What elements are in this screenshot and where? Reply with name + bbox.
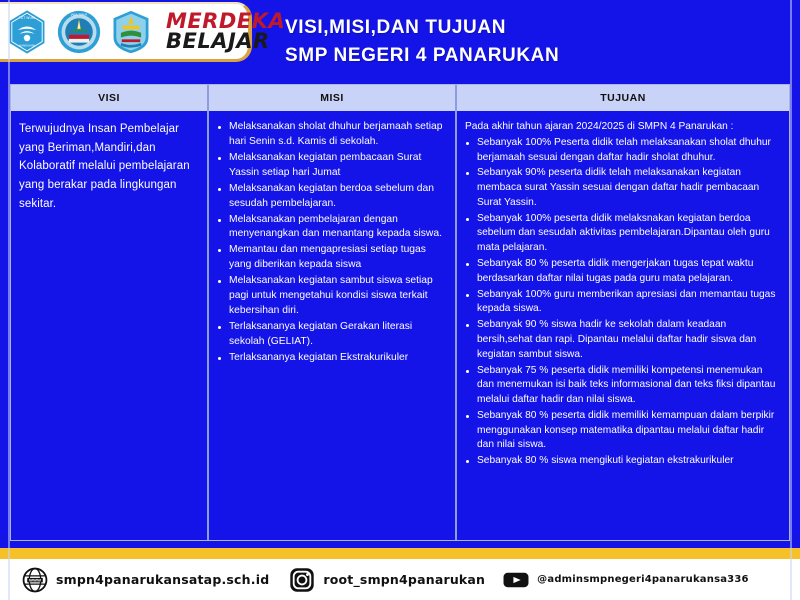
visi-misi-tujuan-table bbox=[10, 84, 790, 541]
footer-youtube[interactable] bbox=[503, 567, 748, 593]
list-item: Memantau dan mengapresiasi setiap tugas yang diberikan kepada siswa bbox=[217, 243, 447, 273]
right-guide-rail bbox=[790, 0, 792, 600]
title-line-2: SMP NEGERI 4 PANARUKAN bbox=[285, 44, 560, 66]
list-item: Terlaksananya kegiatan Gerakan literasi sekolah (GELIAT). bbox=[217, 320, 447, 350]
tut-wuri-handayani-emblem bbox=[4, 7, 50, 57]
page-header bbox=[0, 0, 800, 72]
list-item: Sebanyak 100% guru memberikan apresiasi dan memantau tugas kepada siswa. bbox=[465, 288, 781, 318]
svg-text:JAWA TIMUR: JAWA TIMUR bbox=[70, 11, 88, 16]
cell-tujuan bbox=[457, 111, 789, 540]
instagram-icon bbox=[289, 567, 315, 593]
list-item: Sebanyak 80 % peserta didik mengerjakan tugas tepat waktu berdasarkan daftar nilai tugas pada guru mata pelajaran. bbox=[465, 257, 781, 287]
cell-visi bbox=[11, 111, 209, 540]
list-item: Melaksanakan kegiatan berdoa sebelum dan sesudah pembelajaran. bbox=[217, 182, 447, 212]
list-item: Sebanyak 90% peserta didik telah melaksanakan kegiatan membaca surat Yassin sesuai dengan daftar hadir pembacaan Surat Yassin. bbox=[465, 166, 781, 210]
website-url: smpn4panarukansatap.sch.id bbox=[56, 572, 270, 587]
gold-accent-bar bbox=[0, 548, 800, 559]
tujuan-intro-text: Pada akhir tahun ajaran 2024/2025 di SMPN 4 Panarukan : bbox=[465, 121, 734, 132]
column-header-visi: VISI bbox=[11, 85, 209, 111]
page-title bbox=[285, 14, 559, 69]
provinsi-jawa-timur-emblem bbox=[56, 7, 102, 57]
youtube-icon bbox=[503, 567, 529, 593]
footer-instagram[interactable] bbox=[289, 567, 485, 593]
table-body-row bbox=[11, 111, 789, 540]
title-line-1: VISI,MISI,DAN TUJUAN bbox=[285, 17, 507, 38]
list-item: Melaksanakan kegiatan sambut siswa setiap pagi untuk mengetahui kondisi siswa terkait kebersihan diri. bbox=[217, 274, 447, 319]
misi-list bbox=[217, 120, 447, 366]
youtube-handle: @adminsmpnegeri4panarukansa336 bbox=[537, 574, 749, 585]
merdeka-text: MERDEKA bbox=[166, 9, 286, 34]
list-item: Melaksanakan kegiatan pembacaan Surat Yassin setiap hari Jumat bbox=[217, 151, 447, 181]
globe-www-icon bbox=[22, 567, 48, 593]
instagram-handle: root_smpn4panarukan bbox=[323, 572, 486, 587]
visi-statement: Terwujudnya Insan Pembelajar yang Beriman,Mandiri,dan Kolaboratif melalui pembelajaran yang berakar pada lingkungan sekitar. bbox=[19, 123, 190, 210]
belajar-text: BELAJAR bbox=[166, 28, 270, 53]
list-item: Sebanyak 100% Peserta didik telah melaksanakan sholat dhuhur berjamaah sesuai dengan daftar hadir sholat dhuhur. bbox=[465, 136, 781, 166]
list-item: Sebanyak 75 % peserta didik memiliki kompetensi menemukan dan menemukan isi baik teks informasional dan teks fiksi dipantau melalui daftar hadir dan nilai siswa. bbox=[465, 364, 781, 408]
kabupaten-situbondo-emblem bbox=[108, 7, 154, 57]
merdeka-belajar-wordmark bbox=[166, 9, 286, 53]
cell-misi bbox=[209, 111, 457, 540]
svg-text:HANDAYANI: HANDAYANI bbox=[19, 43, 35, 48]
list-item: Sebanyak 90 % siswa hadir ke sekolah dalam keadaan bersih,sehat dan rapi. Dipantau melalui daftar hadir siswa dan kegiatan sambut siswa. bbox=[465, 318, 781, 362]
list-item: Sebanyak 80 % peserta didik memiliki kemampuan dalam berpikir menggunakan konsep matematika dipantau melalui daftar hadir dan nilai siswa. bbox=[465, 409, 781, 453]
column-header-misi: MISI bbox=[209, 85, 457, 111]
list-item: Sebanyak 80 % siswa mengikuti kegiatan ekstrakurikuler bbox=[465, 454, 781, 469]
svg-text:WWW: WWW bbox=[29, 577, 41, 582]
svg-text:TUT WURI: TUT WURI bbox=[18, 15, 36, 20]
list-item: Melaksanakan sholat dhuhur berjamaah setiap hari Senin s.d. Kamis di sekolah. bbox=[217, 120, 447, 150]
list-item: Terlaksananya kegiatan Ekstrakurikuler bbox=[217, 351, 447, 366]
list-item: Melaksanakan pembelajaran dengan menyenangkan dan menantang kepada siswa. bbox=[217, 213, 447, 243]
column-header-tujuan: TUJUAN bbox=[457, 85, 789, 111]
page-footer bbox=[0, 559, 800, 600]
list-item: Sebanyak 100% peserta didik melaksnakan kegiatan berdoa sebelum dan sesudah aktivitas pembelajaran.Dipantau oleh guru mata pelajaran. bbox=[465, 212, 781, 256]
table-header-row bbox=[11, 85, 789, 111]
merdeka-belajar-logo-card bbox=[0, 2, 286, 62]
tujuan-list bbox=[465, 136, 781, 469]
footer-website[interactable] bbox=[22, 567, 269, 593]
